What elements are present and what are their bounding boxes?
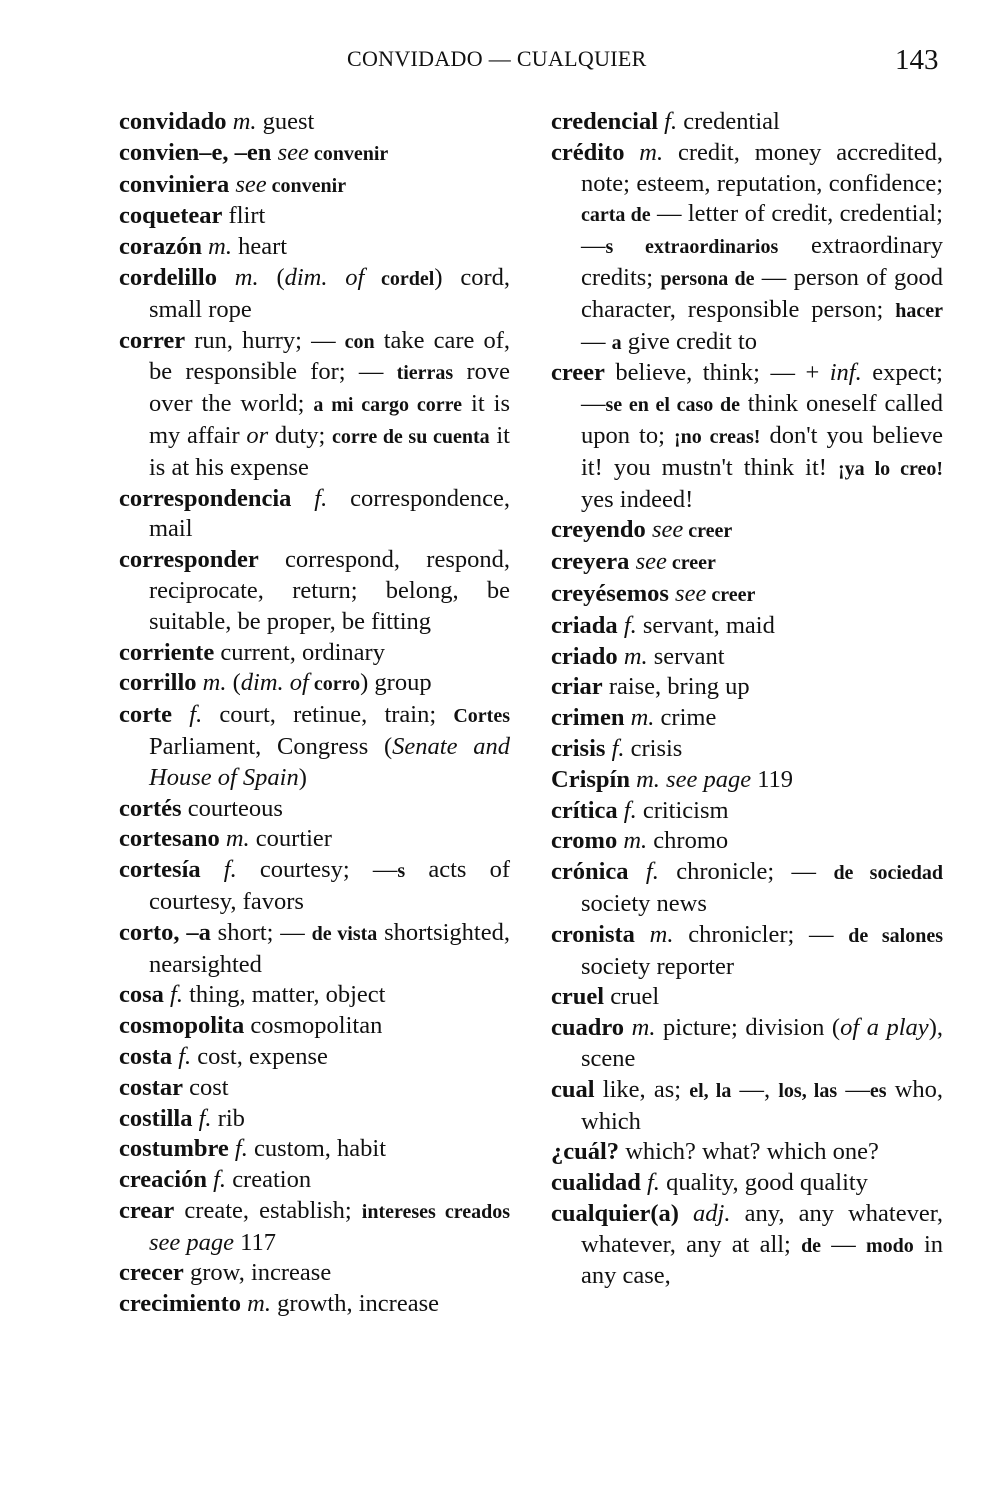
grammar-label: adj. (678, 1199, 731, 1227)
dictionary-entry (119, 855, 510, 918)
definition-text: servant, maid (636, 611, 775, 639)
grammar-label: f. (163, 981, 183, 1009)
definition-text: growth, increase (270, 1290, 439, 1318)
phrase: convenir (308, 142, 389, 165)
phrase: con (344, 330, 375, 353)
definition-text: create, establish; (174, 1196, 362, 1224)
phrase: de salones (848, 924, 943, 947)
headword: cronista (551, 920, 635, 948)
definition-text: believe, think; — + (604, 359, 830, 387)
grammar-label: f. (617, 796, 637, 824)
headword: creer (551, 359, 605, 387)
dictionary-entry (551, 1168, 943, 1199)
definition-text: crime (654, 704, 717, 732)
definition-text: ) group (360, 669, 432, 697)
definition-text: short; — (210, 918, 312, 946)
grammar-label: or (246, 421, 269, 449)
definition-text: 117 (234, 1228, 277, 1256)
phrase: s (397, 860, 406, 883)
grammar-label: m. (634, 920, 674, 948)
phrase: a (611, 331, 622, 354)
dictionary-entry (551, 796, 943, 827)
dictionary-entry (119, 232, 510, 263)
definition-text: — (821, 1230, 866, 1258)
headword: crecimiento (119, 1290, 241, 1318)
definition-text: in any case, (581, 1230, 944, 1290)
dictionary-entry (551, 672, 943, 703)
definition-text: criticism (636, 796, 729, 824)
headword: coquetear (119, 202, 223, 230)
dictionary-entry (119, 326, 510, 484)
definition-text: custom, habit (247, 1135, 386, 1163)
dictionary-entry (551, 765, 943, 796)
phrase: el, la (689, 1079, 732, 1102)
phrase: es (869, 1079, 887, 1102)
grammar-label: f. (192, 1104, 212, 1132)
dictionary-entry (551, 857, 943, 920)
definition-text: creation (226, 1166, 312, 1194)
dictionary-entry (119, 263, 510, 326)
dictionary-entry (119, 1011, 510, 1042)
grammar-label: inf. (829, 359, 862, 387)
phrase: creer (706, 583, 756, 606)
definition-text: chromo (647, 827, 729, 855)
phrase: Cortes (453, 705, 510, 728)
definition-text: any, any whatever, whatever, any at all; (581, 1199, 943, 1258)
definition-text: courtesy; — (236, 856, 398, 884)
grammar-label: m. (617, 827, 648, 855)
grammar-label: m. (624, 704, 655, 732)
headword: cordelillo (119, 263, 217, 291)
headword: corriente (119, 638, 215, 666)
dictionary-entry (119, 1104, 510, 1135)
dictionary-entry (119, 668, 510, 700)
headword: cortés (119, 794, 182, 822)
dictionary-entry (119, 1042, 510, 1073)
phrase: de (801, 1234, 822, 1257)
headword: costilla (119, 1104, 193, 1132)
definition-text: rove over the world; (149, 358, 510, 418)
definition-text: rib (211, 1104, 245, 1132)
definition-text: — letter of credit, credential; — (581, 200, 943, 260)
definition-text: shortsighted, nearsighted (149, 918, 510, 978)
definition-text: don't you believe it! you mustn't think it! (581, 421, 943, 481)
left-column (119, 107, 510, 1320)
grammar-label: f. (658, 108, 678, 135)
grammar-label: Senate and House of Spain (149, 732, 510, 791)
dictionary-entry (551, 579, 943, 611)
grammar-label: see (629, 548, 667, 576)
definition-text: expect; — (581, 359, 943, 418)
dictionary-entry (119, 545, 510, 637)
dictionary-entry (551, 642, 943, 673)
dictionary-entry (551, 703, 943, 734)
headword: cosmopolita (119, 1012, 245, 1040)
definition-text: yes indeed! (581, 485, 694, 513)
dictionary-entry (119, 1258, 510, 1289)
headword: corrillo (119, 669, 197, 697)
grammar-label: m. (219, 825, 250, 853)
headword: criado (551, 642, 618, 670)
headword: corazón (119, 233, 202, 261)
dictionary-entry (551, 107, 943, 138)
headword: crear (119, 1196, 175, 1224)
dictionary-entry (119, 484, 510, 546)
grammar-label: m. (624, 138, 664, 166)
definition-text: cost (182, 1073, 229, 1101)
headword: cual (551, 1075, 595, 1103)
headword: creyera (551, 548, 630, 576)
phrase: intereses creados (361, 1200, 510, 1223)
dictionary-entry (551, 138, 943, 359)
grammar-label: dim. of (284, 263, 365, 291)
grammar-label: m. see page (629, 765, 752, 793)
dictionary-entry (119, 1289, 510, 1320)
definition-text: — person of good character, responsible person; (581, 263, 943, 323)
phrase: ¡no creas! (673, 425, 761, 448)
definition-text: chronicle; — (658, 858, 834, 886)
definition-text: 119 (751, 765, 794, 793)
definition-text: credential (677, 108, 780, 135)
dictionary-entry (551, 1199, 943, 1292)
dictionary-entry (119, 170, 510, 202)
dictionary-entry (119, 107, 510, 138)
headword: cosa (119, 981, 164, 1009)
headword: cruel (551, 983, 605, 1011)
grammar-label: f. (617, 611, 637, 639)
grammar-label: see (229, 170, 267, 198)
grammar-label: m. (226, 108, 257, 135)
headword: credencial (551, 108, 659, 135)
definition-text: quality, good quality (659, 1169, 868, 1197)
dictionary-entry (551, 920, 943, 983)
dictionary-entry (119, 1134, 510, 1165)
dictionary-entry (551, 547, 943, 579)
definition-text: society reporter (581, 952, 735, 980)
grammar-label: f. (640, 1169, 660, 1197)
definition-text: crisis (624, 734, 683, 762)
grammar-label: f. (172, 1042, 192, 1070)
phrase: hacer (895, 299, 943, 322)
running-head: CONVIDADO — CUALQUIER (347, 46, 647, 71)
headword: corto, –a (119, 918, 211, 946)
dictionary-entry (119, 201, 510, 232)
phrase: de vista (311, 922, 378, 945)
headword: ¿cuál? (551, 1138, 620, 1166)
definition-text: think oneself called upon to; (581, 390, 943, 449)
dictionary-entry (119, 700, 510, 793)
dictionary-entry (551, 1013, 943, 1075)
headword: cortesía (119, 856, 201, 884)
headword: crecer (119, 1259, 184, 1287)
headword: costar (119, 1073, 183, 1101)
definition-text: — (837, 1075, 870, 1103)
definition-text: credit, money accredited, note; esteem, reputation, confidence; (581, 138, 943, 197)
grammar-label: f. (172, 701, 203, 729)
definition-text: correspond, respond, reciprocate, return; belong, be suitable, be proper, be fitting (149, 546, 510, 635)
headword: costumbre (119, 1135, 229, 1163)
dictionary-entry (551, 358, 943, 515)
dictionary-entry (119, 918, 510, 981)
phrase: corre de su cuenta (332, 425, 490, 448)
headword: convidado (119, 108, 227, 135)
phrase: carta de (581, 204, 651, 227)
grammar-label: m. (241, 1290, 271, 1318)
headword: cromo (551, 827, 618, 855)
phrase: convenir (266, 174, 347, 197)
grammar-label: f. (628, 858, 659, 886)
grammar-label: m. (617, 642, 648, 670)
definition-text: picture; division ( (655, 1014, 841, 1042)
phrase: tierras (396, 362, 454, 385)
right-column (551, 107, 943, 1292)
definition-text: cosmopolitan (244, 1012, 383, 1040)
dictionary-entry (119, 638, 510, 669)
definition-text: court, retinue, train; (202, 701, 454, 729)
grammar-label: see (271, 138, 309, 166)
phrase: creer (666, 552, 716, 575)
definition-text: like, as; (594, 1075, 690, 1103)
headword: crisis (551, 734, 606, 762)
definition-text: —, (731, 1075, 779, 1103)
definition-text: it is at his expense (149, 421, 510, 481)
headword: criar (551, 673, 603, 701)
definition-text: guest (256, 108, 315, 135)
dictionary-entry (119, 980, 510, 1011)
definition-text: run, hurry; — (185, 326, 345, 354)
phrase: creer (683, 520, 733, 543)
definition-text: Parliament, Congress ( (149, 732, 393, 760)
definition-text: servant (647, 642, 725, 670)
dictionary-entry (551, 515, 943, 547)
grammar-label: m. (202, 233, 232, 261)
headword: corresponder (119, 546, 259, 574)
headword: correspondencia (119, 484, 292, 512)
headword: corte (119, 701, 173, 729)
headword: convien–e, –en (119, 138, 272, 166)
dictionary-entry (119, 1165, 510, 1196)
dictionary-entry (551, 1137, 943, 1168)
phrase: ¡ya lo creo! (838, 457, 944, 480)
headword: criada (551, 611, 618, 639)
definition-text: thing, matter, object (182, 981, 386, 1009)
headword: crítica (551, 796, 618, 824)
dictionary-entry (119, 824, 510, 855)
grammar-label: of a play (840, 1014, 929, 1042)
dictionary-entry (119, 138, 510, 170)
dictionary-entry (551, 734, 943, 765)
headword: cortesano (119, 825, 220, 853)
definition-text: duty; (268, 421, 333, 449)
definition-text: ( (258, 263, 285, 291)
headword: creación (119, 1166, 207, 1194)
dictionary-entry (551, 1075, 943, 1138)
definition-text: grow, increase (183, 1259, 332, 1287)
phrase: los, las (778, 1079, 838, 1102)
phrase: a mi cargo corre (313, 394, 463, 417)
definition-text: society news (581, 889, 707, 917)
definition-text: acts of courtesy, favors (149, 856, 511, 915)
phrase: corro (308, 673, 361, 696)
grammar-label: f. (200, 856, 237, 884)
definition-text: who, which (581, 1075, 944, 1135)
definition-text: courtier (249, 825, 332, 853)
dictionary-entry (119, 1196, 510, 1259)
phrase: persona de (660, 267, 755, 290)
dictionary-entry (119, 1073, 510, 1104)
headword: cualidad (551, 1169, 641, 1197)
phrase: modo (865, 1234, 914, 1257)
definition-text: chronicler; — (673, 920, 849, 948)
headword: Crispín (551, 765, 630, 793)
dictionary-entry (551, 611, 943, 642)
definition-text: raise, bring up (602, 673, 750, 701)
headword: costa (119, 1042, 173, 1070)
grammar-label: see (668, 579, 707, 607)
headword: cuadro (551, 1014, 625, 1042)
phrase: de sociedad (833, 862, 944, 885)
definition-text: ), scene (581, 1014, 943, 1072)
headword: crimen (551, 704, 625, 732)
grammar-label: m. (196, 669, 227, 697)
dictionary-entry (119, 794, 510, 825)
dictionary-entry (551, 982, 943, 1013)
phrase: cordel (364, 267, 435, 290)
definition-text: cost, expense (191, 1042, 328, 1070)
phrase: s extraordinarios (605, 236, 779, 259)
definition-text: give credit to (621, 327, 758, 355)
phrase: se en el caso de (605, 394, 740, 417)
headword: creyendo (551, 516, 646, 544)
grammar-label: f. (291, 484, 328, 512)
headword: creyésemos (551, 579, 669, 607)
definition-text: — (581, 327, 612, 355)
headword: correr (119, 326, 186, 354)
definition-text: flirt (222, 202, 266, 230)
page-number: 143 (895, 44, 939, 76)
grammar-label: f. (207, 1166, 227, 1194)
definition-text: heart (231, 233, 288, 261)
definition-text: extraordinary credits; (581, 232, 943, 291)
definition-text: take care of, be responsible for; — (149, 326, 510, 386)
definition-text: courteous (181, 794, 283, 822)
definition-text: ) (298, 763, 307, 791)
definition-text: ) cord, small rope (149, 263, 510, 323)
definition-text: ( (226, 669, 241, 697)
grammar-label: m. (216, 263, 259, 291)
definition-text: which? what? which one? (619, 1138, 879, 1166)
definition-text: it is my affair (149, 390, 510, 449)
grammar-label: dim. of (240, 669, 309, 697)
headword: conviniera (119, 170, 230, 198)
grammar-label: f. (228, 1135, 248, 1163)
dictionary-entry (551, 826, 943, 857)
definition-text: current, ordinary (214, 638, 385, 666)
headword: crónica (551, 858, 629, 886)
headword: crédito (551, 138, 625, 166)
grammar-label: f. (605, 734, 625, 762)
definition-text: cruel (604, 983, 660, 1011)
headword: cualquier(a) (551, 1199, 679, 1227)
grammar-label: m. (624, 1014, 656, 1042)
definition-text: correspondence, mail (149, 484, 510, 543)
grammar-label: see page (149, 1228, 235, 1256)
grammar-label: see (645, 516, 684, 544)
